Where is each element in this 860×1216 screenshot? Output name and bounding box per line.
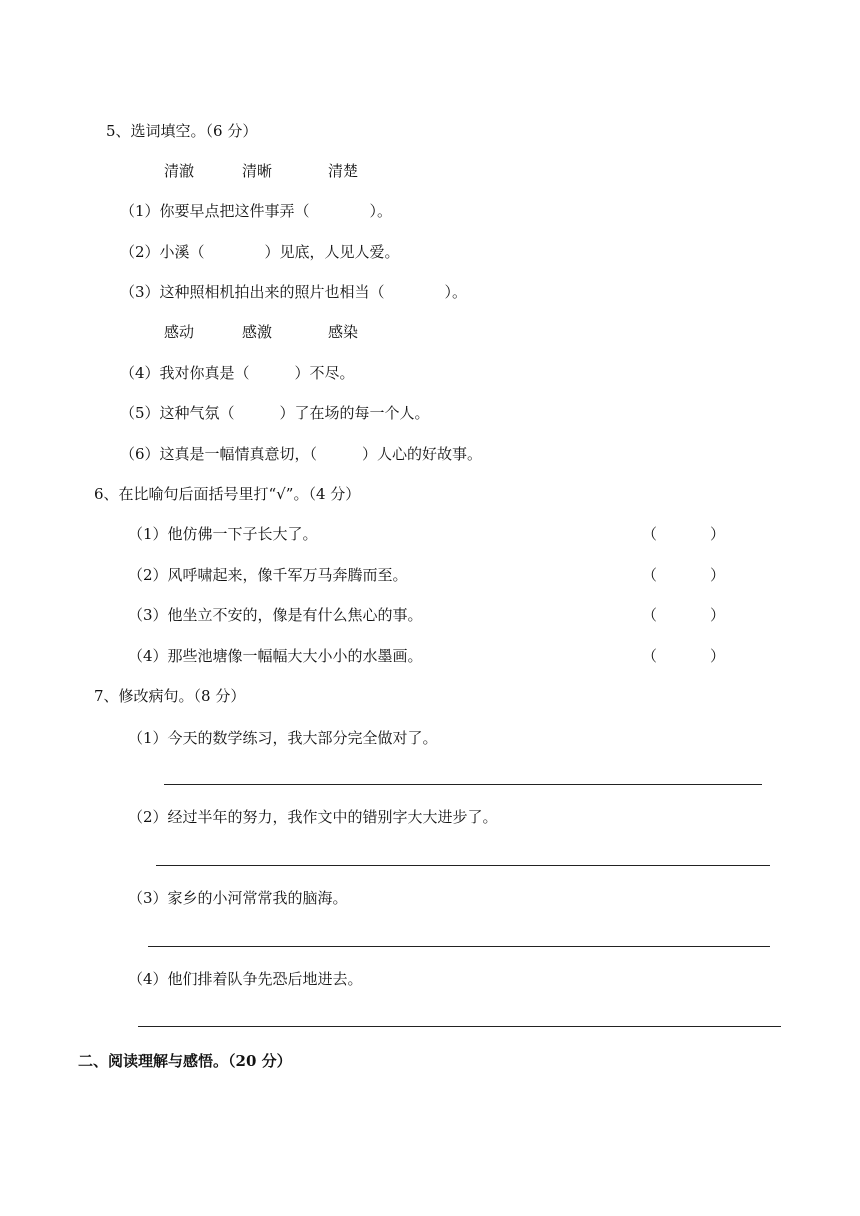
q6-item-4: （4）那些池塘像一幅幅大大小小的水墨画。 (128, 647, 423, 665)
answer-bracket-left: （ (642, 525, 658, 543)
q6-item-1: （1）他仿佛一下子长大了。 (128, 525, 318, 543)
q7-item-2: （2）经过半年的努力，我作文中的错别字大大进步了。 (128, 808, 498, 826)
word-option: 感激 (242, 323, 273, 341)
q5-word-bank-2 (164, 322, 358, 342)
q5-item-5: （5）这种气氛（ ）了在场的每一个人。 (120, 404, 430, 422)
answer-bracket-left: （ (642, 647, 658, 665)
q5-word-bank-1 (164, 161, 358, 181)
q5-item-1: （1）你要早点把这件事弄（ ）。 (120, 202, 393, 220)
word-option: 感动 (164, 323, 195, 341)
q6-item-3: （3）他坐立不安的，像是有什么焦心的事。 (128, 606, 423, 624)
word-option: 清楚 (328, 162, 359, 180)
answer-bracket-right: ） (710, 525, 726, 543)
q7-item-1: （1）今天的数学练习，我大部分完全做对了。 (128, 729, 438, 747)
q7-item-4: （4）他们排着队争先恐后地进去。 (128, 970, 363, 988)
section-heading: 二、阅读理解与感悟。（20 分） (78, 1052, 292, 1070)
q5-item-3: （3）这种照相机拍出来的照片也相当（ ）。 (120, 283, 468, 301)
word-option: 清晰 (242, 162, 273, 180)
q6-title: 6、在比喻句后面括号里打“√”。（4 分） (94, 485, 361, 503)
answer-line (156, 865, 770, 866)
answer-bracket-left: （ (642, 606, 658, 624)
answer-bracket-right: ） (710, 647, 726, 665)
answer-bracket-right: ） (710, 606, 726, 624)
answer-line (148, 946, 770, 947)
q5-title: 5、选词填空。（6 分） (106, 122, 258, 140)
q7-item-3: （3）家乡的小河常常我的脑海。 (128, 889, 348, 907)
word-option: 清澈 (164, 162, 195, 180)
q7-title: 7、修改病句。（8 分） (94, 687, 246, 705)
answer-line (138, 1026, 781, 1027)
q5-item-6: （6）这真是一幅情真意切，（ ）人心的好故事。 (120, 445, 483, 463)
q6-item-2: （2）风呼啸起来，像千军万马奔腾而至。 (128, 566, 408, 584)
q5-item-4: （4）我对你真是（ ）不尽。 (120, 364, 355, 382)
q5-item-2: （2）小溪（ ）见底，人见人爱。 (120, 243, 400, 261)
word-option: 感染 (328, 323, 359, 341)
answer-line (164, 784, 762, 785)
answer-bracket-right: ） (710, 566, 726, 584)
answer-bracket-left: （ (642, 566, 658, 584)
